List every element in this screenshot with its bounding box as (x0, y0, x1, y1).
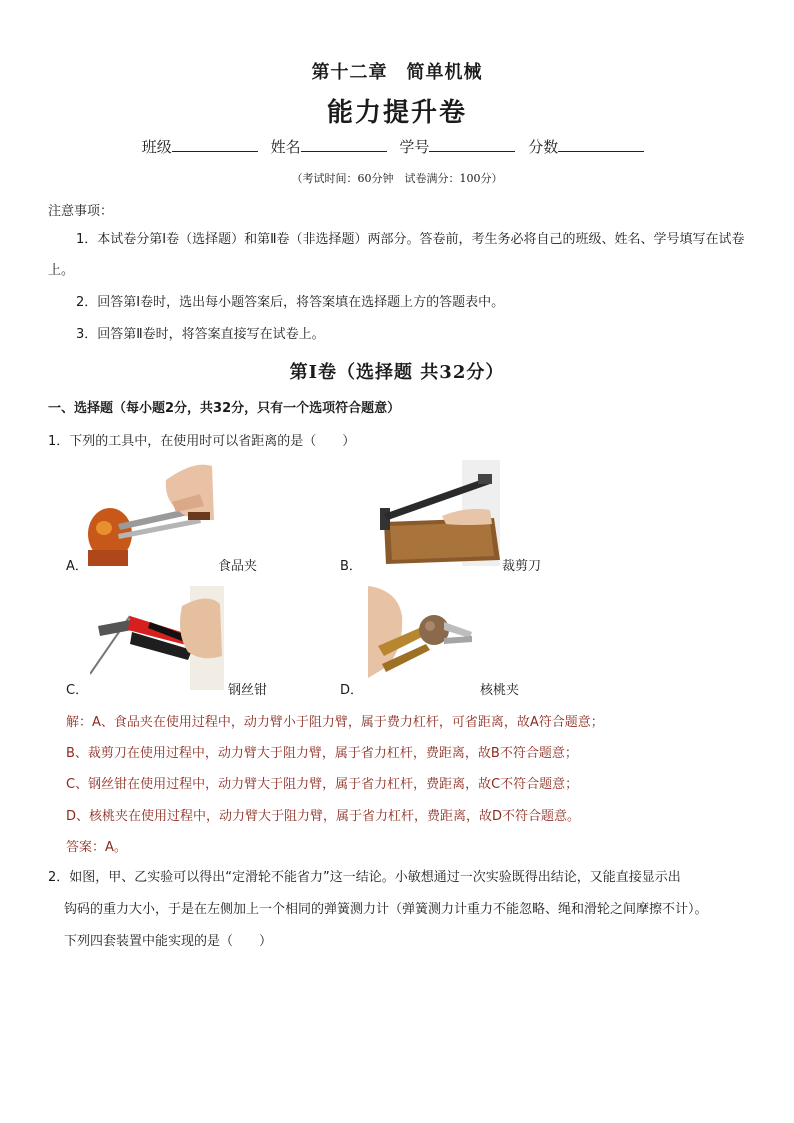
student-id-label: 学号 (399, 138, 430, 156)
class-label: 班级 (141, 138, 172, 156)
exam-title: 能力提升卷 (326, 98, 467, 128)
answer-line: 答案：A。 (66, 840, 127, 855)
question-2-line-2: 钩码的重力大小，于是在左侧加上一个相同的弹簧测力计（弹簧测力计重力不能忽略、绳和滑轮之间摩擦不计）。 (64, 902, 708, 917)
option-b-letter: B． (340, 559, 362, 574)
option-a-label: 食品夹 (218, 559, 258, 574)
section-title: 第Ⅰ卷（选择题 共32分） (289, 362, 505, 383)
student-info-row (0, 136, 794, 157)
part-heading: 一、选择题（每小题2分，共32分，只有一个选项符合题意） (48, 401, 401, 416)
notice-heading: 注意事项： (48, 204, 114, 219)
option-b-label: 裁剪刀 (502, 559, 542, 574)
solution-line-a: 解：A、食品夹在使用过程中，动力臂小于阻力臂，属于费力杠杆，可省距离，故A符合题意； (66, 715, 604, 730)
paper-cutter-photo (366, 460, 500, 566)
name-label: 姓名 (270, 138, 301, 156)
question-2-stem (48, 862, 758, 958)
question-2-line-3: 下列四套装置中能实现的是（ ） (64, 934, 273, 949)
nutcracker-photo (368, 586, 476, 690)
option-a-letter: A． (66, 559, 88, 574)
chapter-title: 第十二章 简单机械 (311, 62, 483, 83)
notice-item-3: 3．回答第Ⅱ卷时，将答案直接写在试卷上。 (76, 327, 325, 342)
solution-line-d: D、核桃夹在使用过程中，动力臂大于阻力臂，属于省力杠杆，费距离，故D不符合题意。 (66, 809, 581, 824)
option-c-label: 钢丝钳 (228, 683, 268, 698)
notice-item-1: 1．本试卷分第Ⅰ卷（选择题）和第Ⅱ卷（非选择题）两部分。答卷前，考生务必将自己的班级、姓名、学号填写在试卷上。 (48, 232, 745, 278)
question-2-line-1: 2．如图，甲、乙实验可以得出“定滑轮不能省力”这一结论。小敏想通过一次实验既得出结论，又能直接显示出 (48, 870, 681, 885)
option-d-letter: D． (340, 683, 364, 698)
pliers-photo (90, 586, 224, 690)
student-id-blank[interactable] (429, 137, 515, 152)
solution-line-b: B、裁剪刀在使用过程中，动力臂大于阻力臂，属于省力杠杆，费距离，故B不符合题意； (66, 746, 578, 761)
time-note: （考试时间：60分钟 试卷满分：100分） (291, 172, 503, 185)
score-blank[interactable] (558, 137, 644, 152)
notice-item-2: 2．回答第Ⅰ卷时，选出每小题答案后，将答案填在选择题上方的答题表中。 (76, 295, 505, 310)
food-tongs-photo (88, 460, 214, 566)
score-label: 分数 (528, 138, 559, 156)
solution-line-c: C、钢丝钳在使用过程中，动力臂大于阻力臂，属于省力杠杆，费距离，故C不符合题意； (66, 777, 579, 792)
option-d-label: 核桃夹 (480, 683, 520, 698)
option-c-letter: C． (66, 683, 89, 698)
question-1-stem: 1．下列的工具中，在使用时可以省距离的是（ ） (48, 434, 356, 449)
class-blank[interactable] (172, 137, 258, 152)
name-blank[interactable] (301, 137, 387, 152)
